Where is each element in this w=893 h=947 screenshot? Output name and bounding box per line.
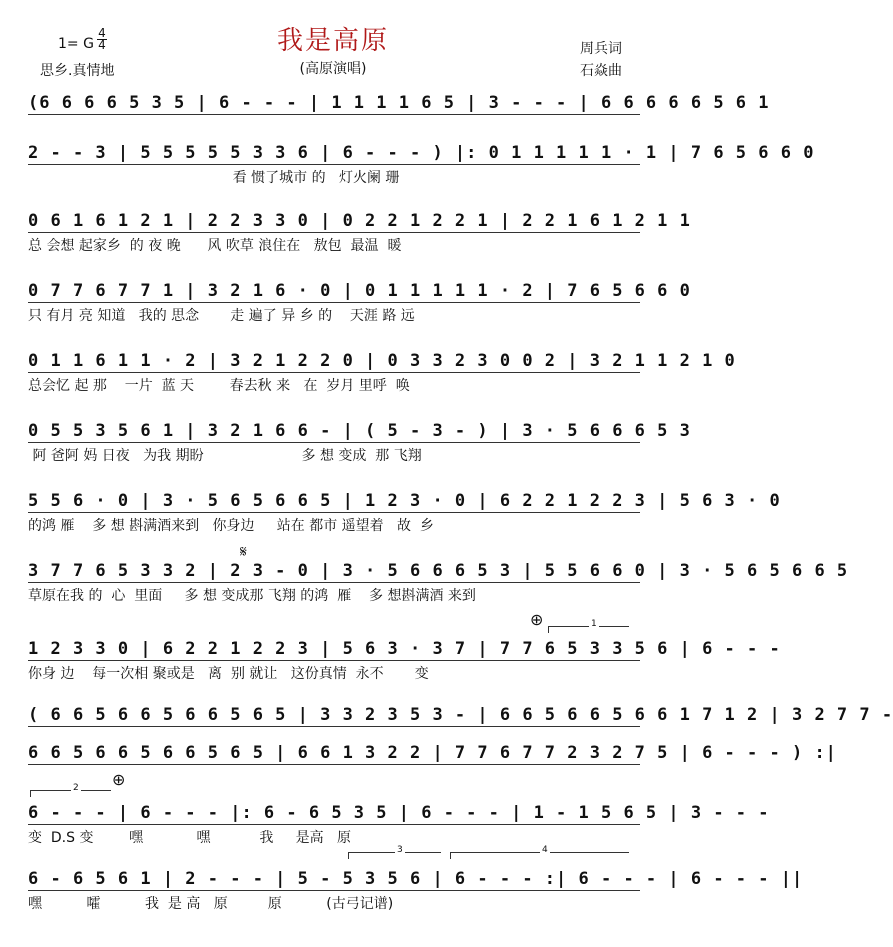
beam-underline <box>28 114 640 116</box>
beam-underline <box>28 232 640 234</box>
beam-underline <box>28 824 640 826</box>
volta-number: 4 <box>542 845 548 855</box>
lyric-line: 总会忆 起 那 一片 蓝 天 春去秋 来 在 岁月 里呼 唤 <box>28 378 410 394</box>
beam-underline <box>28 660 640 662</box>
time-sig-top: 4 <box>98 26 106 40</box>
score-row <box>28 420 691 464</box>
score-row <box>28 868 804 912</box>
volta-bracket <box>450 845 629 859</box>
notation-line: 2 - - 3 | 5 5 5 5 5 3 3 6 | 6 - - - ) |: 0 1 1 1 1 1 · 1 | 7 6 5 6 6 0 <box>28 143 815 163</box>
coda-sign: ⊕ <box>112 770 126 789</box>
composer: 石焱曲 <box>580 63 622 79</box>
beam-underline <box>28 512 640 514</box>
score-row <box>28 210 691 254</box>
segno-sign: 𝄋 <box>240 542 247 561</box>
volta-number: 1 <box>591 619 597 629</box>
score-row <box>28 560 849 604</box>
lyric-line: 只 有月 亮 知道 我的 思念 走 遍了 异 乡 的 天涯 路 远 <box>28 308 415 324</box>
beam-underline <box>28 302 640 304</box>
lyric-line: 阿 爸阿 妈 日夜 为我 期盼 多 想 变成 那 飞翔 <box>28 448 422 464</box>
notation-line: (6 6 6 6 5 3 5 | 6 - - - | 1 1 1 1 6 5 | 3 - - - | 6 6 6 6 6 5 6 1 <box>28 93 770 113</box>
mood-marking: 思乡.真情地 <box>40 63 115 79</box>
volta-bracket <box>348 845 441 859</box>
score-row <box>28 92 770 136</box>
beam-underline <box>28 764 640 766</box>
notation-line: 6 - - - | 6 - - - |: 6 - 6 5 3 5 | 6 - - - | 1 - 1 5 6 5 | 3 - - - <box>28 803 770 823</box>
lyricist: 周兵词 <box>580 41 622 57</box>
volta-bracket <box>30 783 111 797</box>
page-title: 我是高原 <box>276 26 389 56</box>
time-sig-bottom: 4 <box>98 38 106 52</box>
lyric-line: 你身 边 每一次相 聚或是 离 别 就让 这份真情 永不 变 <box>28 666 429 682</box>
beam-underline <box>28 164 640 166</box>
subtitle: (高原演唱) <box>299 61 367 77</box>
beam-underline <box>28 582 640 584</box>
lyric-line: 变 D.S 变 嘿 嘿 我 是高 原 <box>28 830 352 846</box>
lyric-line: 看 惯了城市 的 灯火阑 珊 <box>28 170 400 186</box>
notation-line: 3 7 7 6 5 3 3 2 | 2 3 - 0 | 3 · 5 6 6 6 5 3 | 5 5 6 6 0 | 3 · 5 6 5 6 6 5 <box>28 561 849 581</box>
notation-line: 0 1 1 6 1 1 · 2 | 3 2 1 2 2 0 | 0 3 3 2 3 0 0 2 | 3 2 1 1 2 1 0 <box>28 351 736 371</box>
volta-number: 2 <box>73 783 79 793</box>
score-row <box>28 638 781 682</box>
lyric-line: 总 会想 起家乡 的 夜 晚 风 吹草 浪住在 敖包 最温 暖 <box>28 238 402 254</box>
score-row <box>28 490 781 534</box>
key-signature: 1= G <box>58 36 94 52</box>
notation-line: 0 7 7 6 7 7 1 | 3 2 1 6 · 0 | 0 1 1 1 1 1 · 2 | 7 6 5 6 6 0 <box>28 281 691 301</box>
score-row <box>28 350 736 394</box>
notation-line: 6 - 6 5 6 1 | 2 - - - | 5 - 5 3 5 6 | 6 - - - :| 6 - - - | 6 - - - || <box>28 869 804 889</box>
beam-underline <box>28 890 640 892</box>
lyric-line: 草原在我 的 心 里面 多 想 变成那 飞翔 的鸿 雁 多 想斟满酒 来到 <box>28 588 476 604</box>
beam-underline <box>28 372 640 374</box>
notation-line: 5 5 6 · 0 | 3 · 5 6 5 6 6 5 | 1 2 3 · 0 | 6 2 2 1 2 2 3 | 5 6 3 · 0 <box>28 491 781 511</box>
notation-line: 0 5 5 3 5 6 1 | 3 2 1 6 6 - | ( 5 - 3 - ) | 3 · 5 6 6 6 5 3 <box>28 421 691 441</box>
notation-line: 6 6 5 6 6 5 6 6 5 6 5 | 6 6 1 3 2 2 | 7 7 6 7 7 2 3 2 7 5 | 6 - - - ) :| <box>28 743 837 763</box>
notation-line: 1 2 3 3 0 | 6 2 2 1 2 2 3 | 5 6 3 · 3 7 | 7 7 6 5 3 3 5 6 | 6 - - - <box>28 639 781 659</box>
volta-bracket <box>548 619 629 633</box>
score-row <box>28 280 691 324</box>
beam-underline <box>28 726 640 728</box>
time-signature <box>97 28 107 51</box>
notation-line: ( 6 6 5 6 6 5 6 6 5 6 5 | 3 3 2 3 5 3 - | 6 6 5 6 6 5 6 6 1 7 1 2 | 3 2 7 7 - <box>28 705 893 725</box>
volta-number: 3 <box>397 845 403 855</box>
lyric-line: 嘿 嚯 我 是 高 原 原 (古弓记谱) <box>28 896 394 912</box>
score-row <box>28 142 815 186</box>
score-row <box>28 802 770 846</box>
lyric-line: 的鸿 雁 多 想 斟满酒来到 你身边 站在 都市 遥望着 故 乡 <box>28 518 434 534</box>
beam-underline <box>28 442 640 444</box>
notation-line: 0 6 1 6 1 2 1 | 2 2 3 3 0 | 0 2 2 1 2 2 1 | 2 2 1 6 1 2 1 1 <box>28 211 691 231</box>
coda-sign: ⊕ <box>530 610 544 629</box>
